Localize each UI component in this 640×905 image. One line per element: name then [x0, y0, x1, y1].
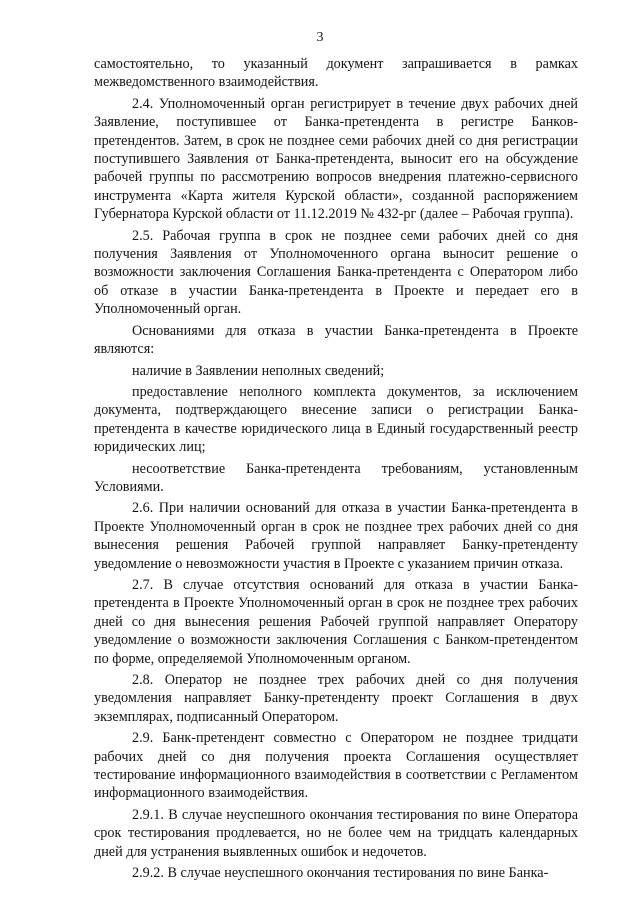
document-body: [94, 55, 578, 882]
paragraph-2-9: 2.9. Банк-претендент совместно с Оператором не позднее тридцати рабочих дней со дня получения проекта Соглашения осуществляет тестирование информационного взаимодействия в соответствии с Регламентом информационного взаимодействия.: [94, 730, 578, 802]
paragraph-2-8: 2.8. Оператор не позднее трех рабочих дней со дня получения уведомления направляет Банку-претенденту проект Соглашения в двух экземплярах, подписанный Оператором.: [94, 672, 578, 725]
paragraph-2-6: 2.6. При наличии оснований для отказа в участии Банка-претендента в Проекте Уполномоченный орган в срок не позднее трех рабочих дней со дня вынесения решения Рабочей группой направляет Банку-претенденту уведомление о невозможности участия в Проекте с указанием причин отказа.: [94, 500, 578, 572]
paragraph-refusal-grounds: Основаниями для отказа в участии Банка-претендента в Проекте являются:: [94, 322, 578, 358]
paragraph-2-9-1: 2.9.1. В случае неуспешного окончания тестирования по вине Оператора срок тестирования продлевается, но не более чем на тридцать календарных дней для устранения выявленных ошибок и недочетов.: [94, 806, 578, 860]
paragraph-2-7: 2.7. В случае отсутствия оснований для отказа в участии Банка-претендента в Проекте Уполномоченный орган в срок не позднее трех рабочих дней со дня вынесения решения Рабочей группой направляет Оператору уведомление о возможности заключения Соглашения с Банком-претендентом по форме, определяемой Уполномоченным органом.: [94, 576, 578, 667]
paragraph-2-9-2: 2.9.2. В случае неуспешного окончания тестирования по вине Банка-: [132, 865, 549, 882]
paragraph-2-4: 2.4. Уполномоченный орган регистрирует в течение двух рабочих дней Заявление, поступившее от Банка-претендента в регистре Банков-претендентов. Затем, в срок не позднее семи рабочих дней со дня регистрации поступившего Заявления от Банка-претендента, выносит его на обсуждение рабочей группы по рассмотрению вопросов внедрения платежно-сервисного инструмента «Карта жителя Курской области», созданной распоряжением Губернатора Курской области от 11.12.2019 № 432-рг (далее – Рабочая группа).: [94, 95, 578, 223]
paragraph-continuation: самостоятельно, то указанный документ запрашивается в рамках межведомственного взаимодействия.: [94, 56, 578, 91]
paragraph-2-5: 2.5. Рабочая группа в срок не позднее семи рабочих дней со дня получения Заявления от Уполномоченного органа выносит решение о возможности заключения Соглашения Банка-претендента с Оператором либо об отказе в участии Банка-претендента в Проекте и передает его в Уполномоченный орган.: [94, 227, 578, 318]
paragraph-ground-incomplete-info: наличие в Заявлении неполных сведений;: [132, 362, 385, 379]
page-number: 3: [316, 30, 324, 45]
paragraph-ground-noncompliance: несоответствие Банка-претендента требованиям, установленным Условиями.: [94, 460, 578, 495]
paragraph-ground-incomplete-docs: предоставление неполного комплекта документов, за исключением документа, подтверждающего внесение записи о регистрации Банка-претендента в качестве юридического лица в Единый государственный реестр юридических лиц;: [94, 383, 578, 456]
